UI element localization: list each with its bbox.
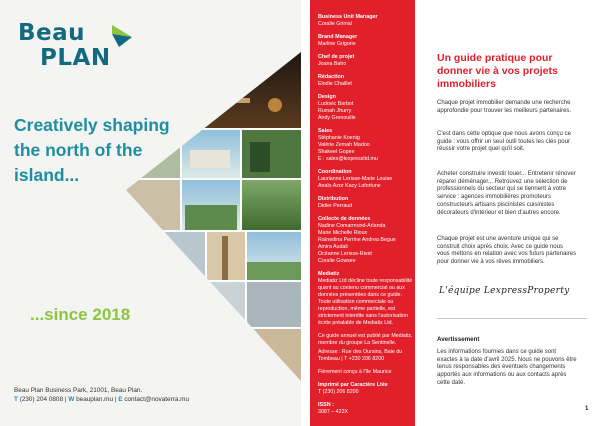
credit-block (318, 34, 415, 48)
page-number: 1 (585, 406, 589, 412)
notice-text: Les informations fournies dans ce guide sont exactes à la date d'avril 2025. Nous ne pouvons être tenus responsables des éventuels changements apportés aux informations ou aux contacts après cette date. (437, 349, 577, 386)
credit-block (318, 216, 415, 265)
guide-title: Un guide pratique pour donner vie à vos projets immobiliers (437, 52, 558, 90)
credit-title: Rédaction (318, 74, 345, 80)
credit-title: Collecte de données (318, 216, 371, 222)
printer-tel: T (230) 206 8200 (318, 389, 359, 395)
website-link[interactable]: beauplan.mu (76, 396, 114, 403)
credit-block (318, 169, 415, 190)
credit-block (318, 74, 415, 88)
credit-name: Marline Grigorie (318, 41, 356, 47)
mediatiz-address: Adresse : Rue des Oursins, Baie du Tombeau | T +230 206 8200 (318, 349, 403, 362)
credit-name: E : sales@lexpressltd.mu (318, 156, 378, 162)
team-signature: L'équipe LexpressProperty (439, 286, 570, 296)
credit-block (318, 94, 415, 122)
intro-paragraph-3: Acheter construire investir louer... Entretenir rénover réparer déménager... Retrouvez une sélection de professionnels du secteur qui se tiennent à votre service : agences immobilières promoteurs constructeurs artisans piscinistes cuisinistes décorateurs d'intérieur et bien d'autres encore. (437, 171, 576, 216)
web-label: W (68, 396, 75, 403)
credit-name: Shakeel Gopee (318, 149, 355, 155)
credit-name: Joana Baho (318, 61, 347, 67)
email-label: E (118, 396, 123, 403)
credit-title: Coordination (318, 169, 352, 175)
credit-name: Andy Grenouille (318, 115, 356, 121)
credit-name: Valérie Zemah Madoo (318, 142, 370, 148)
credit-name: Didier Perraud (318, 203, 353, 209)
credit-name: Coralie Grimal (318, 21, 352, 27)
credit-block (318, 196, 415, 210)
mediatiz-disclaimer: Mediatiz Ltd décline toute responsabilité quant au contenu commercial ou aux données présentées dans ce guide. Toute utilisation commerciale ou reproduction, même partielle, est strictement interdite sans l'autorisation écrite préalable de Mediatiz Ltd. (318, 278, 413, 326)
contact-line: T (230) 204 0808 | W beauplan.mu | E contact@novaterra.mu (14, 396, 190, 403)
mediatiz-published: Ce guide annuel est publié par Mediatiz, membre du groupe La Sentinelle. (318, 333, 413, 346)
printer-title: Imprimé par Caractère Ltée (318, 382, 388, 388)
divider (437, 318, 587, 319)
credit-title: Chef de projet (318, 54, 355, 60)
credit-name: Amira Audali (318, 244, 348, 250)
credit-block (318, 128, 415, 163)
credit-name: Coralie Gowsee (318, 258, 356, 264)
phone-label: T (14, 396, 18, 403)
notice-title: Avertissement (437, 336, 480, 343)
credit-name: Marie Michelle Rioux (318, 230, 368, 236)
credits-list (318, 14, 415, 265)
credit-name: Océanne Lerisse-Rivet (318, 251, 372, 257)
tagline: Creatively shaping the north of the island... (14, 115, 170, 185)
credits-column (310, 0, 415, 426)
email-link[interactable]: contact@novaterra.mu (124, 396, 190, 403)
logo-line-1: Beau (18, 20, 86, 46)
mediatiz-printed: Fièrement conçu à l'île Maurice (318, 369, 392, 375)
credit-title: Sales (318, 128, 333, 134)
credit-title: Distribution (318, 196, 349, 202)
credit-title: Business Unit Manager (318, 14, 378, 20)
issn-title: ISSN : (318, 402, 334, 408)
credit-title: Design (318, 94, 336, 100)
since-2018: ...since 2018 (30, 305, 131, 324)
credit-name: Anaïs Azor Kacy Lafortune (318, 183, 381, 189)
credit-block (318, 14, 415, 28)
credit-name: Elodie Chaillet (318, 81, 352, 87)
issn-number: 3087 – 422X (318, 409, 349, 415)
credit-name: Ludovic Barbot (318, 101, 354, 107)
credit-title: Brand Manager (318, 34, 358, 40)
phone-number[interactable]: (230) 204 0808 (19, 396, 64, 403)
credit-name: Nadine Comarmond-Arlanda (318, 223, 386, 229)
address: Beau Plan Business Park, 21001, Beau Plan. (14, 387, 143, 394)
credit-name: Laurianne Lerisse-Marie Louise (318, 176, 393, 182)
intro-paragraph-2: C'est dans cette optique que nous avons conçu ce guide : vous offrir un seul outil toutes les clés pour réussir votre projet quel qu'il soit. (437, 131, 571, 153)
mediatiz-block (318, 271, 415, 416)
mediatiz-title: Mediatiz (318, 271, 340, 277)
credit-block (318, 54, 415, 68)
intro-paragraph-4: Chaque projet est une aventure unique qui se construit choix après choix. Avec ce guide nous vous mettons en relation avec vos futurs partenaires pour donner vie à vos rêves immobiliers. (437, 236, 577, 266)
intro-paragraph-1: Chaque projet immobilier demande une recherche approfondie pour trouver les meilleurs partenaires. (437, 100, 572, 114)
credit-name: Rumah Jhurry (318, 108, 352, 114)
logo-line-2: PLAN (40, 45, 111, 71)
credit-name: Stéphanie Koenig (318, 135, 360, 141)
credit-name: Raïnedina Perrine Andrea Begue (318, 237, 396, 243)
